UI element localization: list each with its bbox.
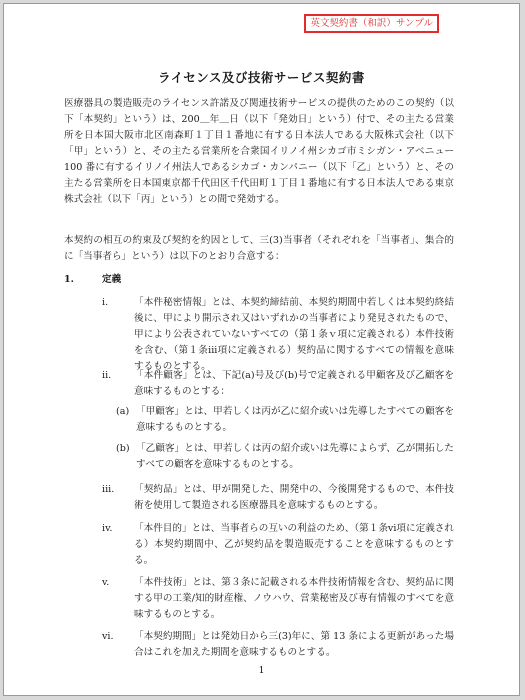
sample-label: 英文契約書（和訳）サンプル — [304, 14, 439, 33]
item-text: 「本件秘密情報」とは、本契約締結前、本契約期間中若しくは本契約終結後に、甲により開示され又はいずれかの当事者により発見されたもので、甲により公表されていないすべての（第１条ｖ項に定義される）本件技術を含む、（第１条iii項に定義される）契約品に関するすべての情報を意味するものとする。 — [134, 297, 454, 372]
item-number: i. — [102, 297, 109, 308]
document-page — [3, 3, 520, 696]
item-number: iii. — [102, 484, 115, 495]
subitem-number: (a) — [116, 406, 130, 417]
item-text: 「本契約期間」とは発効日から三(3)年に、第 13 条による更新があった場合はこれを加えた期間を意味するものとする。 — [134, 631, 454, 658]
section-number: 1. — [64, 274, 75, 285]
definition-item — [102, 521, 454, 571]
item-number: iv. — [102, 523, 113, 534]
item-text: 「本件顧客」とは、下記(a)号及び(b)号で定義される甲顧客及び乙顧客を意味するものとする： — [134, 370, 454, 397]
definition-item — [102, 368, 454, 402]
page-number: 1 — [258, 665, 265, 676]
document-title: ライセンス及び技術サービス契約書 — [158, 70, 365, 85]
section-heading — [64, 272, 121, 288]
subitem-number: (b) — [116, 443, 130, 454]
subitem-text: 「甲顧客」とは、甲若しくは丙が乙に紹介或いは先導したすべての顧客を意味するものとする。 — [136, 406, 454, 433]
definition-item — [102, 575, 454, 625]
item-number: vi. — [102, 631, 114, 642]
preamble-paragraph: 医療器具の製造販売のライセンス許諾及び関連技術サービスの提供のためのこの契約（以下「本契約」という）は、200＿年＿日（以下「発効日」という）付で、その主たる営業所を日本国大阪市北区南森町１丁目１番地に有する日本法人である大阪株式会社（以下「甲」という）と、その主たる営業所を合衆国イリノイ州シカゴ市ミシガン・アベニュー100 番に有するイリノイ州法人であるシカゴ・カンパニー（以下「乙」という）と、その主たる営業所を日本国東京都千代田区千代田町１丁目１番地に有する日本法人である東京株式会社（以下「丙」という）との間で発効する。 — [64, 98, 454, 205]
recital-paragraph: 本契約の相互の約束及び契約を約因として、三(3)当事者（それぞれを「当事者」、集合的に「当事者ら」という）は以下のとおり合意する： — [64, 235, 454, 262]
definition-item — [102, 482, 454, 516]
item-number: ii. — [102, 370, 112, 381]
definition-subitem — [116, 441, 454, 475]
item-text: 「本件目的」とは、当事者らの互いの利益のため、（第１条vi項に定義される）本契約期間中、乙が契約品を製造販売することを意味するものとする。 — [134, 523, 454, 566]
section-title: 定義 — [102, 274, 122, 285]
definition-subitem — [116, 404, 454, 438]
item-number: v. — [102, 577, 110, 588]
item-text: 「本件技術」とは、第３条に記載される本件技術情報を含む、契約品に関する甲の工業/知的財産権、ノウハウ、営業秘密及び専有情報のすべてを意味するものとする。 — [134, 577, 454, 620]
item-text: 「契約品」とは、甲が開発した、開発中の、今後開発するもので、本件技術を使用して製造される医療器具を意味するものとする。 — [134, 484, 454, 511]
subitem-text: 「乙顧客」とは、甲若しくは丙の紹介或いは先導によらず、乙が開拓したすべての顧客を意味するものとする。 — [136, 443, 454, 470]
definition-item — [102, 629, 454, 663]
definition-item — [102, 295, 454, 372]
